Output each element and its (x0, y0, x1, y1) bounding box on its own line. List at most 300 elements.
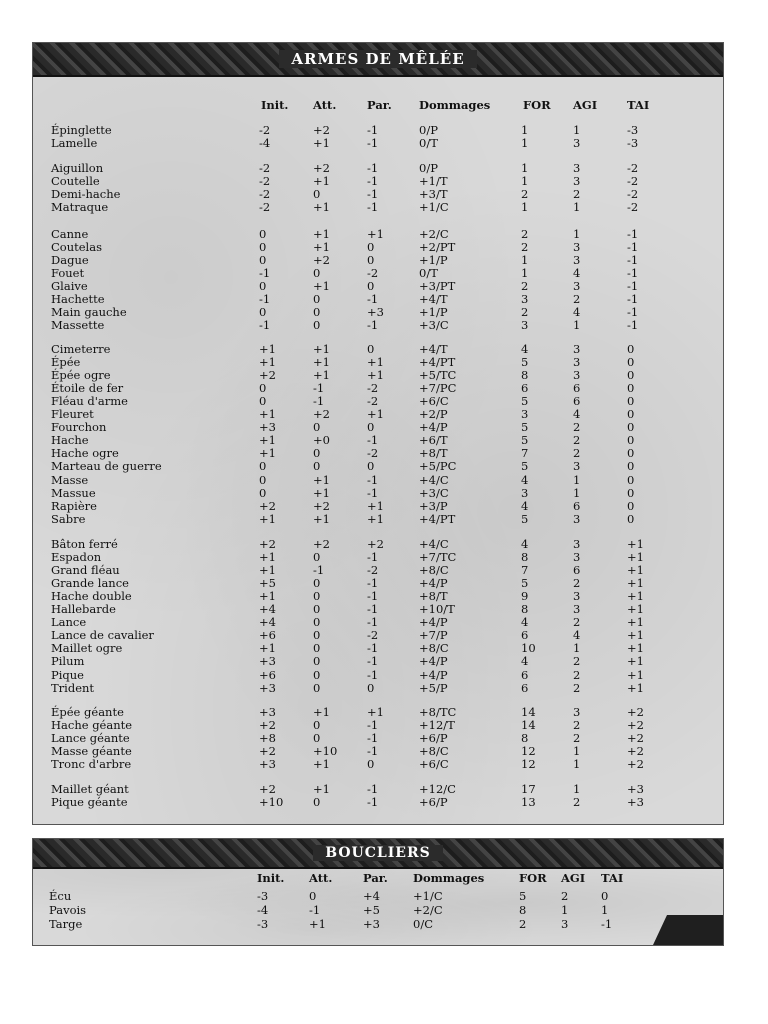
agi-value: 3 (573, 550, 581, 564)
par-value: -1 (367, 292, 379, 306)
att-value: +1 (313, 705, 330, 719)
att-value: 0 (313, 731, 321, 745)
init-value: -1 (259, 318, 271, 332)
init-value: +1 (259, 355, 276, 369)
init-value: +3 (259, 654, 276, 668)
for-value: 8 (519, 903, 527, 917)
weapon-name: Hache géante (51, 718, 133, 732)
par-value: -1 (367, 668, 379, 682)
agi-value: 4 (573, 407, 581, 421)
header-for: FOR (519, 871, 547, 885)
init-value: 0 (259, 394, 267, 408)
att-value: 0 (313, 615, 321, 629)
agi-value: 3 (573, 537, 581, 551)
init-value: -1 (259, 266, 271, 280)
agi-value: 3 (573, 602, 581, 616)
tai-value: 0 (627, 394, 635, 408)
att-value: 0 (313, 654, 321, 668)
for-value: 4 (521, 654, 529, 668)
agi-value: 3 (573, 512, 581, 526)
tai-value: -2 (627, 187, 639, 201)
for-value: 3 (521, 318, 529, 332)
tai-value: +1 (627, 589, 644, 603)
for-value: 1 (521, 200, 529, 214)
agi-value: 2 (561, 889, 569, 903)
par-value: +4 (363, 889, 380, 903)
weapon-name: Lance de cavalier (51, 628, 154, 642)
dommages-value: +4/T (419, 342, 448, 356)
dommages-value: +12/T (419, 718, 455, 732)
par-value: -1 (367, 123, 379, 137)
weapon-name: Matraque (51, 200, 109, 214)
tai-value: 0 (627, 407, 635, 421)
header-att: Att. (309, 871, 333, 885)
init-value: -2 (259, 187, 271, 201)
for-value: 5 (519, 889, 527, 903)
init-value: +3 (259, 420, 276, 434)
init-value: -2 (259, 200, 271, 214)
par-value: 0 (367, 253, 375, 267)
par-value: -1 (367, 602, 379, 616)
init-value: +2 (259, 782, 276, 796)
for-value: 2 (521, 227, 529, 241)
dommages-value: +4/C (419, 537, 449, 551)
par-value: -1 (367, 654, 379, 668)
dommages-value: +4/P (419, 615, 448, 629)
tai-value: 0 (627, 512, 635, 526)
init-value: 0 (259, 227, 267, 241)
dommages-value: +4/PT (419, 512, 456, 526)
for-value: 12 (521, 744, 536, 758)
par-value: +1 (367, 512, 384, 526)
init-value: -1 (259, 292, 271, 306)
for-value: 14 (521, 705, 536, 719)
dommages-value: +8/T (419, 446, 448, 460)
par-value: -1 (367, 589, 379, 603)
par-value: -2 (367, 563, 379, 577)
agi-value: 2 (573, 187, 581, 201)
dommages-value: +8/T (419, 589, 448, 603)
dommages-value: +6/P (419, 731, 448, 745)
weapon-name: Pavois (49, 903, 87, 917)
dommages-value: +8/C (419, 563, 449, 577)
par-value: -2 (367, 446, 379, 460)
weapon-name: Écu (49, 889, 72, 903)
dommages-value: +2/P (419, 407, 448, 421)
init-value: +2 (259, 718, 276, 732)
par-value: -1 (367, 161, 379, 175)
init-value: +5 (259, 576, 276, 590)
for-value: 1 (521, 266, 529, 280)
weapon-name: Targe (49, 917, 83, 931)
tai-value: -1 (627, 240, 639, 254)
weapon-name: Pilum (51, 654, 85, 668)
init-value: -4 (257, 903, 269, 917)
att-value: +1 (313, 355, 330, 369)
tai-value: +2 (627, 744, 644, 758)
shields-panel (32, 838, 724, 946)
header-dommages: Dommages (413, 871, 485, 885)
for-value: 8 (521, 550, 529, 564)
att-value: +1 (309, 917, 326, 931)
init-value: 0 (259, 253, 267, 267)
att-value: 0 (313, 576, 321, 590)
att-value: +1 (313, 136, 330, 150)
weapon-name: Coutelas (51, 240, 102, 254)
att-value: +10 (313, 744, 338, 758)
for-value: 8 (521, 602, 529, 616)
agi-value: 3 (573, 342, 581, 356)
dommages-value: +4/PT (419, 355, 456, 369)
dommages-value: +1/T (419, 174, 448, 188)
weapon-name: Main gauche (51, 305, 127, 319)
dommages-value: +5/TC (419, 368, 457, 382)
for-value: 13 (521, 795, 536, 809)
weapon-name: Maillet ogre (51, 641, 123, 655)
tai-value: +1 (627, 641, 644, 655)
melee-weapons-panel (32, 42, 724, 825)
par-value: -1 (367, 641, 379, 655)
init-value: +8 (259, 731, 276, 745)
tai-value: +1 (627, 668, 644, 682)
att-value: -1 (313, 394, 325, 408)
weapon-name: Canne (51, 227, 89, 241)
agi-value: 1 (573, 200, 581, 214)
init-value: 0 (259, 381, 267, 395)
header-agi: AGI (561, 871, 586, 885)
header-init: Init. (261, 98, 289, 112)
dommages-value: +7/P (419, 628, 448, 642)
for-value: 1 (521, 136, 529, 150)
init-value: +1 (259, 512, 276, 526)
agi-value: 3 (573, 355, 581, 369)
init-value: -3 (257, 889, 269, 903)
att-value: +1 (313, 174, 330, 188)
agi-value: 1 (573, 757, 581, 771)
for-value: 5 (521, 433, 529, 447)
agi-value: 2 (573, 654, 581, 668)
agi-value: 3 (573, 368, 581, 382)
tai-value: +1 (627, 628, 644, 642)
weapon-name: Lamelle (51, 136, 98, 150)
weapon-name: Dague (51, 253, 89, 267)
att-value: -1 (309, 903, 321, 917)
tai-value: 0 (627, 433, 635, 447)
agi-value: 2 (573, 433, 581, 447)
weapon-name: Trident (51, 681, 95, 695)
for-value: 5 (521, 394, 529, 408)
init-value: +3 (259, 705, 276, 719)
par-value: -2 (367, 628, 379, 642)
init-value: +10 (259, 795, 284, 809)
init-value: +1 (259, 433, 276, 447)
weapon-name: Massette (51, 318, 105, 332)
att-value: +2 (313, 161, 330, 175)
att-value: +1 (313, 368, 330, 382)
tai-value: -2 (627, 200, 639, 214)
dommages-value: 0/C (413, 917, 433, 931)
att-value: +1 (313, 473, 330, 487)
for-value: 9 (521, 589, 529, 603)
agi-value: 3 (573, 240, 581, 254)
for-value: 4 (521, 473, 529, 487)
for-value: 2 (521, 187, 529, 201)
weapon-name: Rapière (51, 499, 97, 513)
dommages-value: +2/PT (419, 240, 456, 254)
agi-value: 6 (573, 563, 581, 577)
att-value: 0 (313, 266, 321, 280)
weapon-name: Étoile de fer (51, 381, 124, 395)
weapon-name: Fourchon (51, 420, 107, 434)
dommages-value: +10/T (419, 602, 455, 616)
tai-value: 0 (627, 499, 635, 513)
dommages-value: +6/C (419, 757, 449, 771)
for-value: 1 (521, 123, 529, 137)
init-value: -2 (259, 123, 271, 137)
tai-value: 0 (627, 381, 635, 395)
att-value: +1 (313, 227, 330, 241)
dommages-value: +3/P (419, 499, 448, 513)
for-value: 8 (521, 368, 529, 382)
dommages-value: 0/T (419, 266, 438, 280)
for-value: 6 (521, 668, 529, 682)
for-value: 3 (521, 486, 529, 500)
dommages-value: +1/P (419, 253, 448, 267)
header-for: FOR (523, 98, 551, 112)
init-value: +1 (259, 446, 276, 460)
par-value: 0 (367, 459, 375, 473)
par-value: -1 (367, 136, 379, 150)
init-value: +1 (259, 550, 276, 564)
agi-value: 1 (573, 123, 581, 137)
par-value: +2 (367, 537, 384, 551)
for-value: 5 (521, 420, 529, 434)
par-value: 0 (367, 279, 375, 293)
agi-value: 2 (573, 731, 581, 745)
tai-value: 0 (627, 368, 635, 382)
agi-value: 2 (573, 668, 581, 682)
att-value: 0 (313, 795, 321, 809)
par-value: -1 (367, 174, 379, 188)
agi-value: 1 (573, 473, 581, 487)
agi-value: 4 (573, 266, 581, 280)
tai-value: -1 (627, 279, 639, 293)
weapon-name: Maillet géant (51, 782, 129, 796)
weapon-name: Grand fléau (51, 563, 120, 577)
weapon-name: Sabre (51, 512, 86, 526)
att-value: 0 (313, 589, 321, 603)
weapon-name: Massue (51, 486, 96, 500)
par-value: -1 (367, 550, 379, 564)
dommages-value: +6/T (419, 433, 448, 447)
tai-value: 1 (601, 903, 609, 917)
agi-value: 4 (573, 305, 581, 319)
par-value: +3 (367, 305, 384, 319)
init-value: +2 (259, 368, 276, 382)
agi-value: 3 (573, 136, 581, 150)
dommages-value: +3/T (419, 187, 448, 201)
init-value: +3 (259, 681, 276, 695)
par-value: -1 (367, 486, 379, 500)
att-value: 0 (313, 420, 321, 434)
att-value: 0 (309, 889, 317, 903)
for-value: 17 (521, 782, 536, 796)
agi-value: 2 (573, 292, 581, 306)
tai-value: +1 (627, 654, 644, 668)
shields-title: BOUCLIERS (313, 845, 442, 861)
par-value: +1 (367, 368, 384, 382)
agi-value: 6 (573, 499, 581, 513)
init-value: +4 (259, 615, 276, 629)
par-value: -2 (367, 381, 379, 395)
weapon-name: Bâton ferré (51, 537, 118, 551)
weapon-name: Glaive (51, 279, 88, 293)
tai-value: +1 (627, 602, 644, 616)
att-value: -1 (313, 563, 325, 577)
par-value: +1 (367, 407, 384, 421)
weapon-name: Hallebarde (51, 602, 116, 616)
dommages-value: +4/T (419, 292, 448, 306)
att-value: 0 (313, 305, 321, 319)
dommages-value: 0/P (419, 123, 438, 137)
tai-value: +1 (627, 576, 644, 590)
agi-value: 2 (573, 420, 581, 434)
weapon-name: Fléau d'arme (51, 394, 128, 408)
for-value: 14 (521, 718, 536, 732)
att-value: 0 (313, 668, 321, 682)
agi-value: 1 (573, 486, 581, 500)
dommages-value: +5/P (419, 681, 448, 695)
weapon-name: Coutelle (51, 174, 100, 188)
weapon-name: Grande lance (51, 576, 129, 590)
par-value: -2 (367, 394, 379, 408)
att-value: +2 (313, 499, 330, 513)
tai-value: -1 (627, 318, 639, 332)
agi-value: 1 (573, 318, 581, 332)
att-value: 0 (313, 187, 321, 201)
agi-value: 1 (573, 227, 581, 241)
init-value: +6 (259, 628, 276, 642)
dommages-value: +3/C (419, 318, 449, 332)
tai-value: +2 (627, 718, 644, 732)
for-value: 5 (521, 512, 529, 526)
att-value: 0 (313, 718, 321, 732)
par-value: -1 (367, 433, 379, 447)
init-value: +2 (259, 499, 276, 513)
for-value: 4 (521, 615, 529, 629)
tai-value: -3 (627, 123, 639, 137)
dommages-value: +1/C (413, 889, 443, 903)
att-value: +1 (313, 757, 330, 771)
weapon-name: Masse géante (51, 744, 132, 758)
for-value: 1 (521, 253, 529, 267)
for-value: 2 (521, 279, 529, 293)
for-value: 2 (519, 917, 527, 931)
par-value: +3 (363, 917, 380, 931)
agi-value: 3 (573, 279, 581, 293)
init-value: +2 (259, 537, 276, 551)
tai-value: -2 (627, 174, 639, 188)
for-value: 12 (521, 757, 536, 771)
header-tai: TAI (601, 871, 624, 885)
dommages-value: 0/P (419, 161, 438, 175)
dommages-value: +4/P (419, 654, 448, 668)
tai-value: +1 (627, 563, 644, 577)
weapon-name: Masse (51, 473, 89, 487)
init-value: +6 (259, 668, 276, 682)
dommages-value: +12/C (419, 782, 456, 796)
tai-value: -1 (627, 253, 639, 267)
agi-value: 1 (561, 903, 569, 917)
dommages-value: +4/C (419, 473, 449, 487)
par-value: -1 (367, 187, 379, 201)
weapon-name: Tronc d'arbre (51, 757, 132, 771)
for-value: 5 (521, 459, 529, 473)
weapon-name: Hache ogre (51, 446, 119, 460)
agi-value: 2 (573, 718, 581, 732)
init-value: +1 (259, 407, 276, 421)
dommages-value: +2/C (413, 903, 443, 917)
for-value: 2 (521, 240, 529, 254)
agi-value: 3 (573, 589, 581, 603)
tai-value: 0 (627, 420, 635, 434)
agi-value: 3 (573, 161, 581, 175)
tai-value: -1 (627, 292, 639, 306)
par-value: +1 (367, 705, 384, 719)
att-value: +1 (313, 200, 330, 214)
for-value: 7 (521, 563, 529, 577)
par-value: +5 (363, 903, 380, 917)
att-value: +2 (313, 537, 330, 551)
weapon-name: Cimeterre (51, 342, 111, 356)
att-value: 0 (313, 550, 321, 564)
att-value: +1 (313, 342, 330, 356)
par-value: +1 (367, 227, 384, 241)
for-value: 4 (521, 342, 529, 356)
init-value: +2 (259, 744, 276, 758)
init-value: 0 (259, 459, 267, 473)
att-value: +2 (313, 407, 330, 421)
header-init: Init. (257, 871, 285, 885)
init-value: 0 (259, 305, 267, 319)
tai-value: -1 (601, 917, 613, 931)
tai-value: -1 (627, 266, 639, 280)
agi-value: 6 (573, 381, 581, 395)
weapon-name: Pique (51, 668, 84, 682)
for-value: 10 (521, 641, 536, 655)
header-par: Par. (363, 871, 388, 885)
par-value: -1 (367, 731, 379, 745)
for-value: 5 (521, 576, 529, 590)
att-value: +1 (313, 279, 330, 293)
att-value: 0 (313, 602, 321, 616)
par-value: -2 (367, 266, 379, 280)
for-value: 6 (521, 381, 529, 395)
agi-value: 4 (573, 628, 581, 642)
agi-value: 6 (573, 394, 581, 408)
tai-value: +2 (627, 757, 644, 771)
melee-banner (33, 43, 723, 77)
dommages-value: +6/C (419, 394, 449, 408)
par-value: -1 (367, 795, 379, 809)
att-value: -1 (313, 381, 325, 395)
agi-value: 3 (573, 174, 581, 188)
dommages-value: +4/P (419, 576, 448, 590)
for-value: 4 (521, 499, 529, 513)
weapon-name: Marteau de guerre (51, 459, 162, 473)
tai-value: 0 (627, 473, 635, 487)
dommages-value: +4/P (419, 668, 448, 682)
